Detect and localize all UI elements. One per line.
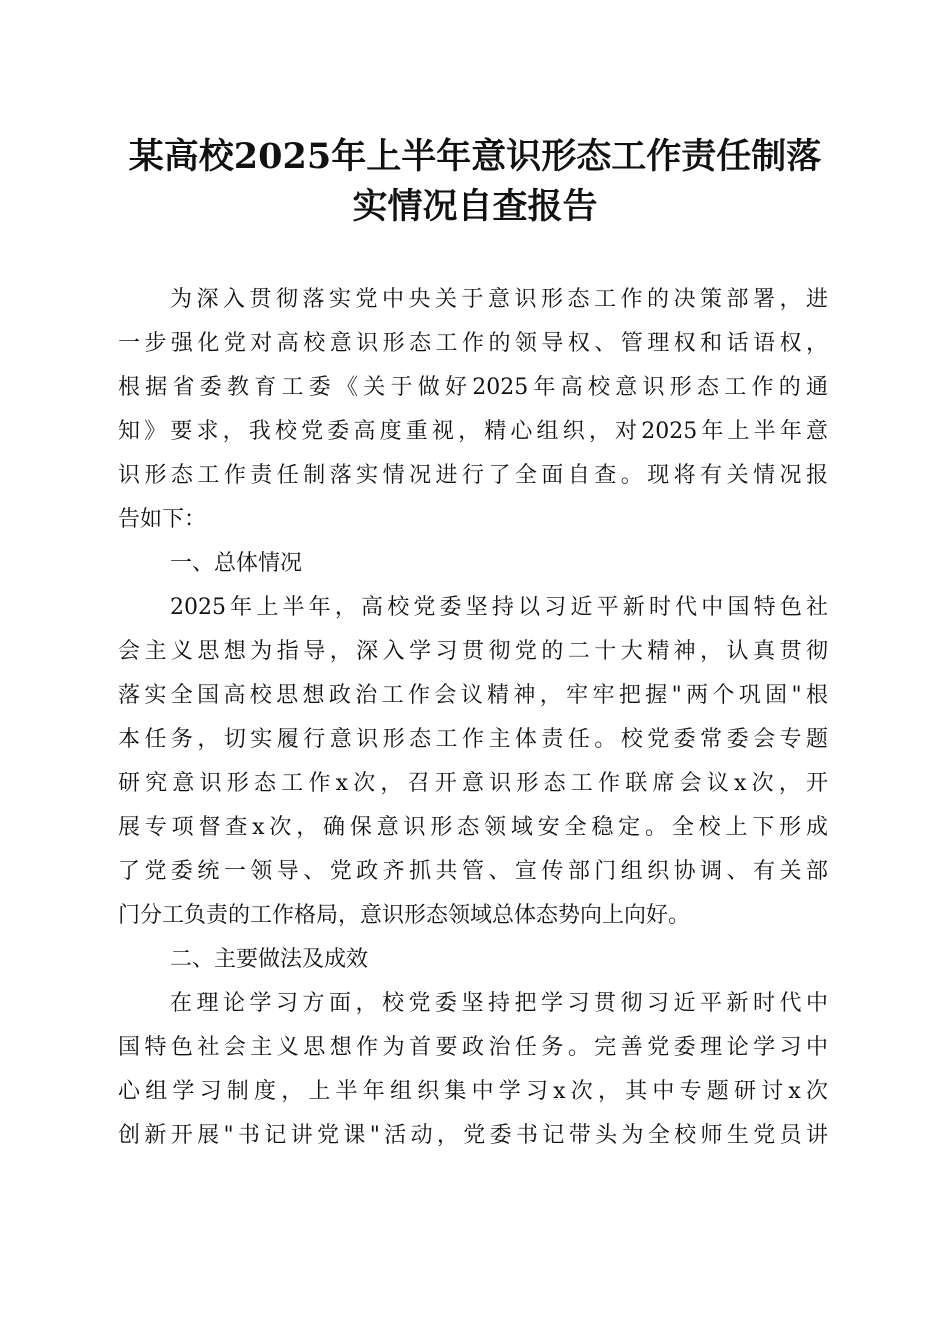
paragraph-line: 心组学习制度，上半年组织集中学习x次，其中专题研讨x次 — [118, 1079, 828, 1104]
paragraph-line: 了党委统一领导、党政齐抓共管、宣传部门组织协调、有关部 — [118, 859, 828, 884]
paragraph-line: 为深入贯彻落实党中央关于意识形态工作的决策部署，进 — [170, 287, 828, 312]
paragraph-line: 落实全国高校思想政治工作会议精神，牢牢把握"两个巩固"根 — [118, 683, 828, 708]
paragraph-line: 知》要求，我校党委高度重视，精心组织，对2025年上半年意 — [118, 419, 828, 444]
section-heading-practices: 二、主要做法及成效 — [170, 947, 369, 972]
document-body — [118, 278, 828, 1158]
paragraph-line: 展专项督查x次，确保意识形态领域安全稳定。全校上下形成 — [118, 815, 828, 840]
paragraph-line: 国特色社会主义思想作为首要政治任务。完善党委理论学习中 — [118, 1035, 828, 1060]
paragraph-line: 会主义思想为指导，深入学习贯彻党的二十大精神，认真贯彻 — [118, 639, 828, 664]
paragraph-line: 本任务，切实履行意识形态工作主体责任。校党委常委会专题 — [118, 727, 828, 752]
intro-paragraph — [118, 278, 828, 542]
paragraph-line: 创新开展"书记讲党课"活动，党委书记带头为全校师生党员讲 — [118, 1123, 828, 1148]
overview-paragraph — [118, 586, 828, 938]
paragraph-line: 研究意识形态工作x次，召开意识形态工作联席会议x次，开 — [118, 771, 828, 796]
document-title — [110, 132, 840, 232]
title-line-1: 某高校2025年上半年意识形态工作责任制落 — [128, 136, 822, 177]
paragraph-line: 2025年上半年，高校党委坚持以习近平新时代中国特色社 — [170, 595, 828, 620]
paragraph-line: 根据省委教育工委《关于做好2025年高校意识形态工作的通 — [118, 375, 828, 400]
paragraph-line: 门分工负责的工作格局，意识形态领域总体态势向上向好。 — [118, 903, 691, 928]
paragraph-line: 告如下： — [118, 507, 207, 532]
title-line-2: 实情况自查报告 — [352, 186, 598, 227]
paragraph-line: 一步强化党对高校意识形态工作的领导权、管理权和话语权， — [118, 331, 828, 356]
practices-paragraph — [118, 982, 828, 1158]
paragraph-line: 在理论学习方面，校党委坚持把学习贯彻习近平新时代中 — [170, 991, 828, 1016]
paragraph-line: 识形态工作责任制落实情况进行了全面自查。现将有关情况报 — [118, 463, 828, 488]
section-heading-overview: 一、总体情况 — [170, 551, 303, 576]
